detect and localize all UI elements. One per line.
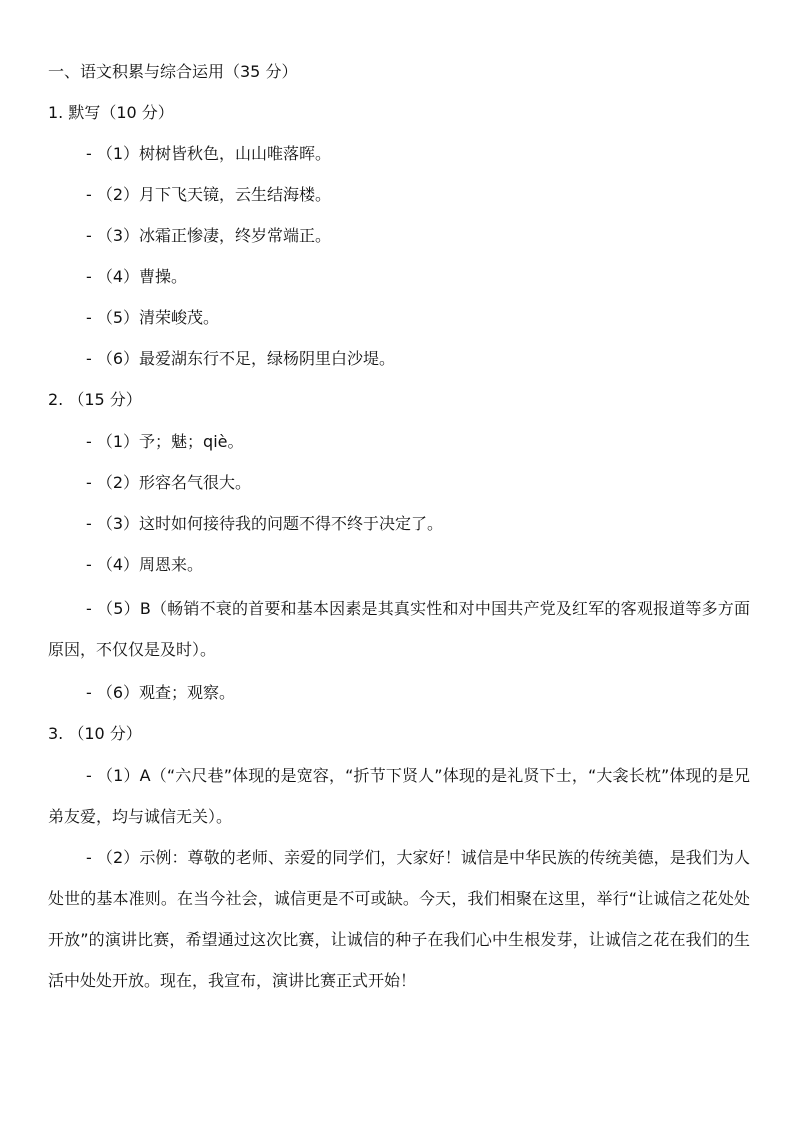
q1-item-6: - （6）最爱湖东行不足，绿杨阴里白沙堤。 [86, 349, 396, 368]
q1-item-5: - （5）清荣峻茂。 [86, 308, 220, 327]
q3-item-1: - （1）A（“六尺巷”体现的是宽容，“折节下贤人”体现的是礼贤下士，“大衾长枕”体现的是兄弟友爱，均与诚信无关）。 [48, 766, 750, 826]
section-heading: 一、语文积累与综合运用（35 分） [48, 62, 298, 81]
q2-item-3: - （3）这时如何接待我的问题不得不终于决定了。 [86, 514, 444, 533]
q2-item-2: - （2）形容名气很大。 [86, 473, 252, 492]
q1-item-2: - （2）月下飞天镜，云生结海楼。 [86, 185, 332, 204]
q1-item-1: - （1）树树皆秋色，山山唯落晖。 [86, 144, 332, 163]
q2-item-6: - （6）观查；观察。 [86, 683, 236, 702]
q2-item-5: - （5）B（畅销不衰的首要和基本因素是其真实性和对中国共产党及红军的客观报道等多方面原因，不仅仅是及时）。 [48, 599, 750, 659]
question-2-title: 2. （15 分） [48, 390, 142, 409]
question-3-title: 3. （10 分） [48, 724, 142, 743]
q1-item-4: - （4）曹操。 [86, 267, 188, 286]
question-1-title: 1. 默写（10 分） [48, 103, 174, 122]
q1-item-3: - （3）冰霜正惨凄，终岁常端正。 [86, 226, 332, 245]
q2-item-1: - （1）予；魅；qiè。 [86, 432, 244, 451]
q3-item-2: - （2）示例：尊敬的老师、亲爱的同学们，大家好！诚信是中华民族的传统美德，是我们为人处世的基本准则。在当今社会，诚信更是不可或缺。今天，我们相聚在这里，举行“让诚信之花处处开放”的演讲比赛，希望通过这次比赛，让诚信的种子在我们心中生根发芽，让诚信之花在我们的生活中处处开放。现在，我宣布，演讲比赛正式开始！ [48, 848, 750, 990]
q2-item-4: - （4）周恩来。 [86, 555, 204, 574]
